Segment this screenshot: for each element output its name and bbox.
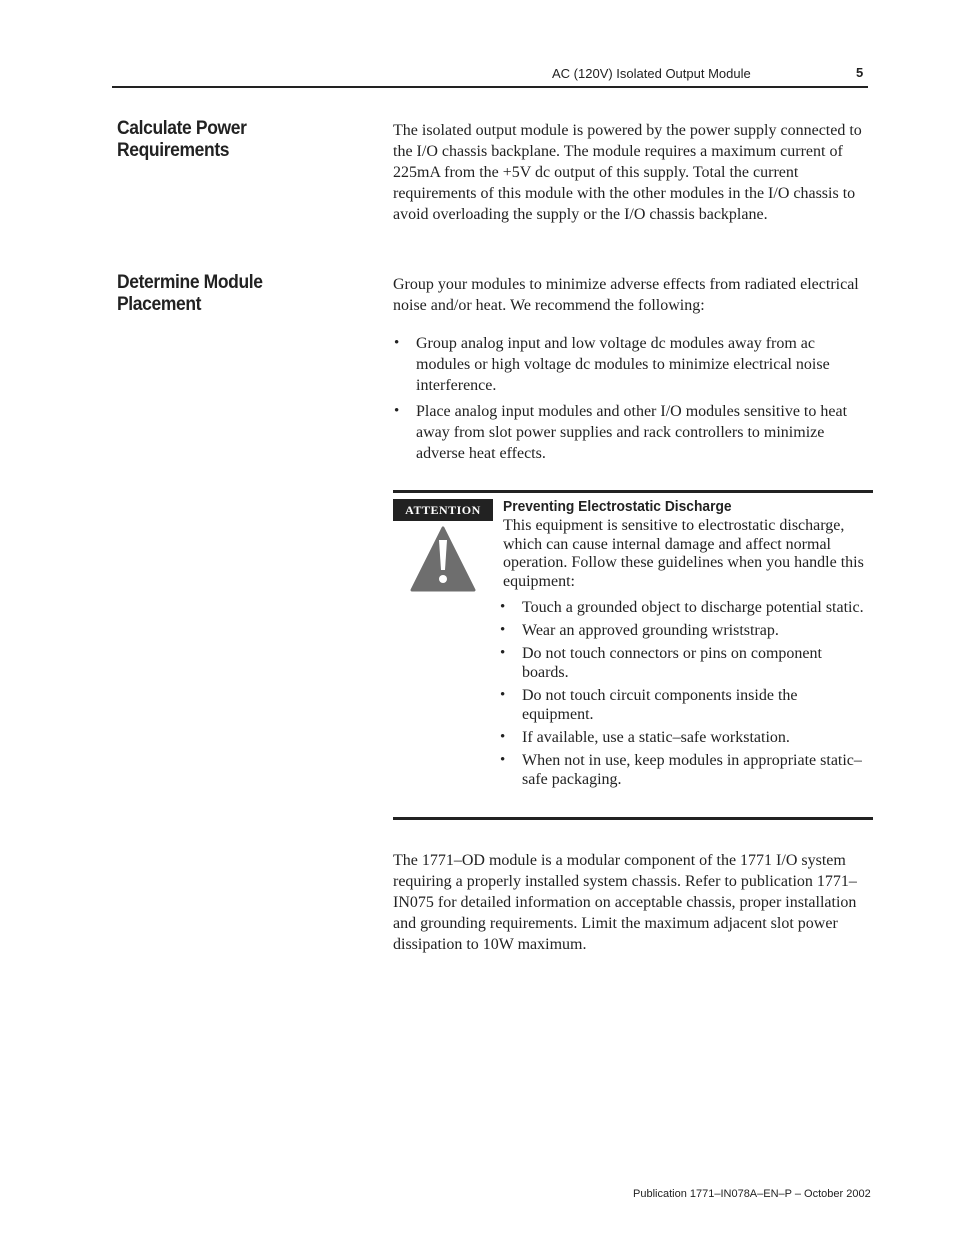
placement-intro-paragraph: Group your modules to minimize adverse effects from radiated electrical noise and/or heat. We recommend the following:: [393, 276, 859, 314]
attention-badge: ATTENTION: [393, 499, 493, 521]
list-item: • Wear an approved grounding wriststrap.: [499, 621, 871, 640]
placement-bullet-list: [393, 333, 871, 469]
warning-triangle-icon: [410, 526, 476, 592]
header-rule: [112, 86, 868, 88]
list-item: • If available, use a static–safe workstation.: [499, 728, 871, 747]
attention-title: Preventing Electrostatic Discharge: [503, 498, 732, 515]
attention-body: This equipment is sensitive to electrostatic discharge, which can cause internal damage and affect normal operation. Follow these guidelines when you handle this equipment:: [503, 517, 864, 590]
attention-bottom-rule: [393, 817, 873, 820]
list-item: • Touch a grounded object to discharge potential static.: [499, 598, 871, 617]
attention-guideline-list: [499, 598, 871, 793]
running-header-title: AC (120V) Isolated Output Module: [552, 66, 751, 81]
section-heading-placement: Determine Module Placement: [117, 272, 263, 315]
power-requirements-paragraph: The isolated output module is powered by the power supply connected to the I/O chassis backplane. The module requires a maximum current of 225mA from the +5V dc output of this supply. Total the current requirements of this module with the other modules in the I/O chassis to avoid overloading the supply or the I/O chassis backplane.: [393, 122, 862, 223]
attention-top-rule: [393, 490, 873, 493]
list-item: • Do not touch connectors or pins on component boards.: [499, 644, 871, 682]
page-number: 5: [856, 65, 864, 80]
closing-paragraph: The 1771–OD module is a modular component of the 1771 I/O system requiring a properly installed system chassis. Refer to publication 1771–IN075 for detailed information on acceptable chassis, proper installation and grounding requirements. Limit the maximum adjacent slot power dissipation to 10W maximum.: [393, 852, 857, 953]
list-item: • When not in use, keep modules in appropriate static–safe packaging.: [499, 751, 871, 789]
list-item: • Do not touch circuit components inside the equipment.: [499, 686, 871, 724]
list-item: • Place analog input modules and other I/O modules sensitive to heat away from slot power supplies and rack controllers to minimize adverse heat effects.: [393, 401, 871, 464]
publication-footer: Publication 1771–IN078A–EN–P – October 2002: [633, 1188, 871, 1200]
list-item: • Group analog input and low voltage dc modules away from ac modules or high voltage dc modules to minimize electrical noise interference.: [393, 333, 871, 396]
section-heading-power: Calculate Power Requirements: [117, 118, 247, 161]
